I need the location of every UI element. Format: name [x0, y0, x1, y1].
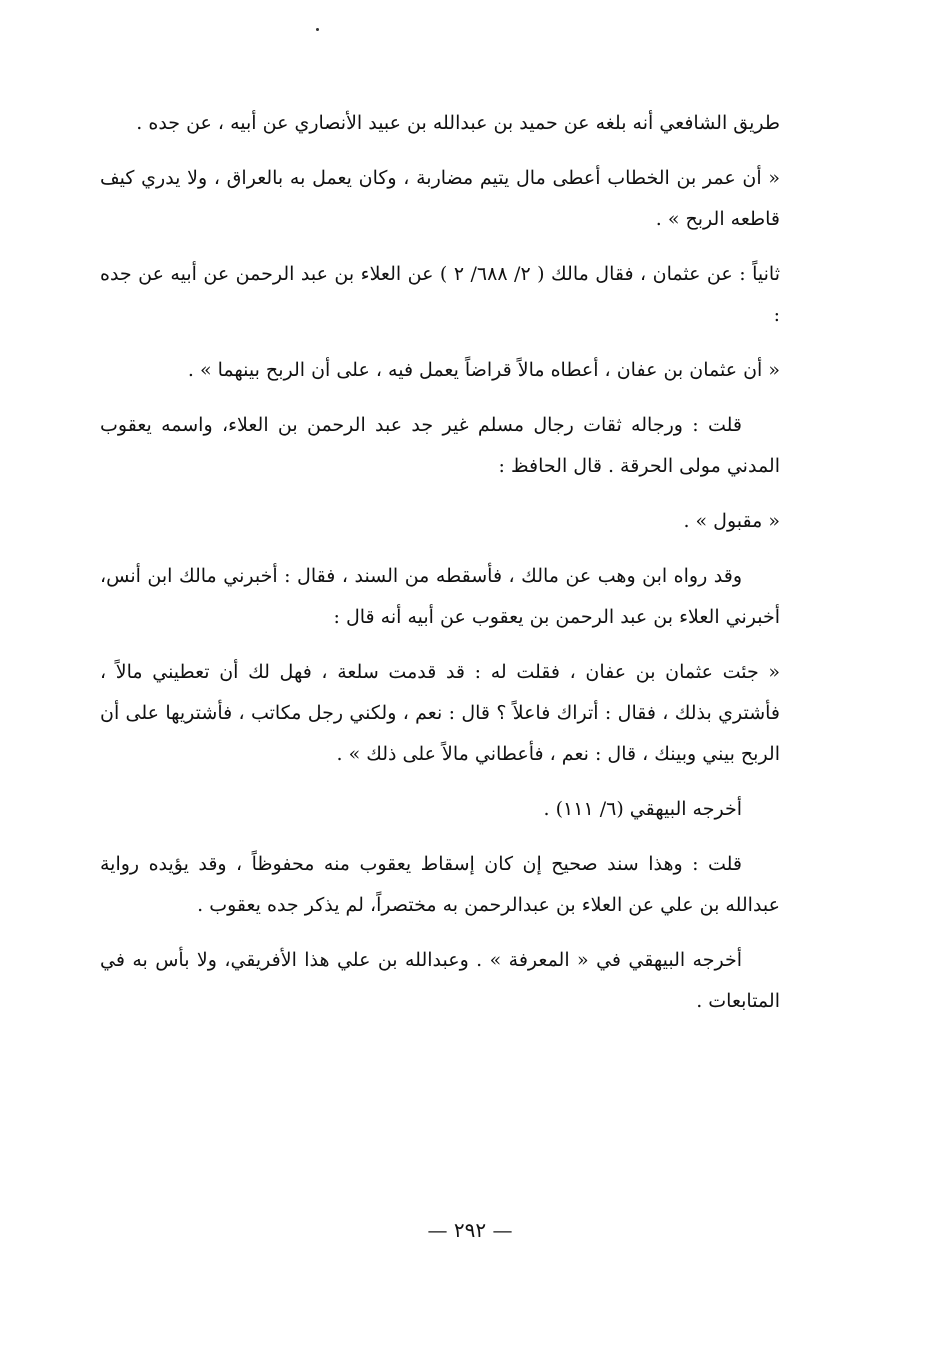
paragraph-bayhaqi-ref: أخرجه البيهقي (٦/ ١١١) .	[543, 798, 742, 820]
paragraph-chain-of-transmission: طريق الشافعي أنه بلغه عن حميد بن عبدالله بن عبيد الأنصاري عن أبيه ، عن جده .	[136, 112, 780, 134]
paragraph-quote-maqbool: « مقبول » .	[683, 510, 780, 532]
paragraph-quote-uthman: « أن عثمان بن عفان ، أعطاه مالاً قراضاً يعمل فيه ، على أن الربح بينهما » .	[187, 359, 780, 381]
body-text	[100, 103, 780, 1036]
scan-speck	[316, 28, 319, 31]
paragraph-narrators-note: قلت : ورجاله ثقات رجال مسلم غير جد عبد الرحمن بن العلاء، واسمه يعقوب المدني مولى الحرقة . قال الحافظ :	[100, 414, 780, 477]
page-number: — ٢٩٢ —	[427, 1218, 513, 1242]
paragraph-ibn-wahb: وقد رواه ابن وهب عن مالك ، فأسقطه من السند ، فقال : أخبرني مالك ابن أنس، أخبرني العلاء بن عبد الرحمن بن يعقوب عن أبيه أنه قال :	[100, 565, 780, 628]
paragraph-marifa-ref: أخرجه البيهقي في « المعرفة » . وعبدالله بن علي هذا الأفريقي، ولا بأس به في المتابعات .	[100, 949, 780, 1012]
paragraph-second-uthman: ثانياً : عن عثمان ، فقال مالك ( ٢/ ٦٨٨/ ٢ ) عن العلاء بن عبد الرحمن عن أبيه عن جده :	[100, 263, 780, 326]
paragraph-authenticity-note: قلت : وهذا سند صحيح إن كان إسقاط يعقوب منه محفوظاً ، وقد يؤيده رواية عبدالله بن علي عن العلاء بن عبدالرحمن به مختصراً، لم يذكر جده يعقوب .	[100, 853, 780, 916]
paragraph-quote-long: « جئت عثمان بن عفان ، فقلت له : قد قدمت سلعة ، فهل لك أن تعطيني مالاً ، فأشتري بذلك ، فقال : أتراك فاعلاً ؟ قال : نعم ، ولكني رجل مكاتب ، فأشتريها على أن الربح بيني وبينك ، قال : نعم ، فأعطاني مالاً على ذلك » .	[100, 661, 780, 765]
paragraph-quote-umar: « أن عمر بن الخطاب أعطى مال يتيم مضاربة ، وكان يعمل به بالعراق ، ولا يدري كيف قاطعه الربح » .	[100, 167, 780, 230]
